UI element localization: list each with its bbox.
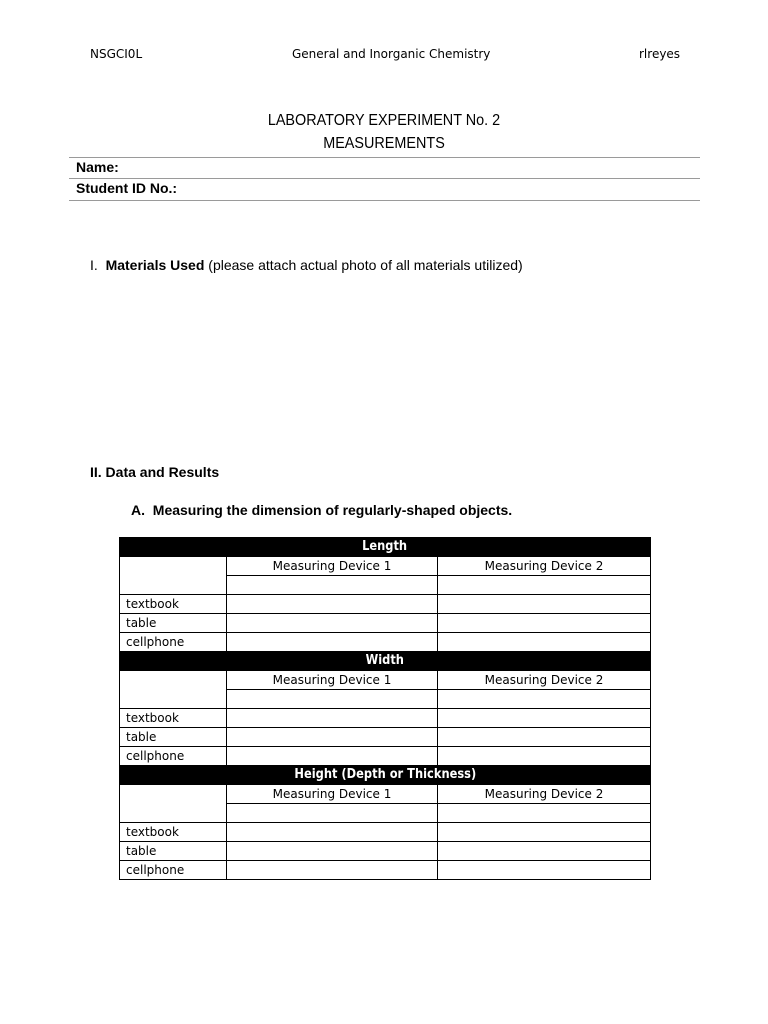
divider-top — [69, 157, 700, 158]
table-row — [120, 728, 651, 747]
divider-bottom — [69, 200, 700, 201]
device-2-units-cell[interactable] — [438, 576, 651, 595]
device-1-units-cell[interactable] — [227, 576, 438, 595]
device-2-value-cell[interactable] — [438, 823, 651, 842]
device-1-value-cell[interactable] — [227, 747, 438, 766]
table-units-row — [120, 690, 651, 709]
device-1-value-cell[interactable] — [227, 728, 438, 747]
table-device-header-row — [120, 785, 651, 804]
device-1-value-cell[interactable] — [227, 614, 438, 633]
header-author: rlreyes — [639, 47, 681, 61]
device-1-value-cell[interactable] — [227, 595, 438, 614]
table-row — [120, 823, 651, 842]
device-2-value-cell[interactable] — [438, 861, 651, 880]
device-2-value-cell[interactable] — [438, 728, 651, 747]
device-2-value-cell[interactable] — [438, 842, 651, 861]
device-2-value-cell[interactable] — [438, 709, 651, 728]
section-materials-note: (please attach actual photo of all materials utilized) — [208, 257, 523, 273]
device-1-value-cell[interactable] — [227, 823, 438, 842]
header-course-name: General and Inorganic Chemistry — [292, 47, 491, 61]
header-course-code: NSGCI0L — [90, 47, 143, 61]
table-corner-cell — [120, 804, 227, 823]
device-1-header: Measuring Device 1 — [227, 785, 438, 804]
measurement-table — [119, 537, 651, 880]
object-label: table — [120, 842, 227, 861]
subsection-a — [131, 502, 512, 518]
device-2-value-cell[interactable] — [438, 614, 651, 633]
table-row — [120, 633, 651, 652]
table-corner-cell — [120, 785, 227, 804]
page-subtitle: MEASUREMENTS — [323, 135, 445, 152]
table-units-row — [120, 804, 651, 823]
subsection-a-letter: A. — [131, 502, 145, 518]
name-label: Name: — [76, 159, 119, 175]
table-band-label: Length — [362, 539, 408, 554]
table-row — [120, 614, 651, 633]
device-2-header: Measuring Device 2 — [438, 557, 651, 576]
device-1-units-cell[interactable] — [227, 804, 438, 823]
table-corner-cell — [120, 690, 227, 709]
object-label: table — [120, 614, 227, 633]
section-data-results-heading: II. Data and Results — [90, 464, 220, 480]
section-materials — [90, 257, 523, 273]
table-row — [120, 747, 651, 766]
device-1-header: Measuring Device 1 — [227, 557, 438, 576]
subsection-a-text: Measuring the dimension of regularly-shaped objects. — [152, 502, 513, 518]
section-materials-numeral: I. — [90, 257, 98, 273]
table-device-header-row — [120, 671, 651, 690]
device-2-value-cell[interactable] — [438, 747, 651, 766]
device-1-value-cell[interactable] — [227, 709, 438, 728]
table-band-title — [120, 766, 651, 785]
divider-middle — [69, 178, 700, 179]
object-label: textbook — [120, 709, 227, 728]
device-2-header: Measuring Device 2 — [438, 671, 651, 690]
table-row — [120, 842, 651, 861]
device-2-value-cell[interactable] — [438, 633, 651, 652]
object-label: textbook — [120, 595, 227, 614]
table-band-length — [120, 538, 651, 557]
table-band-width — [120, 652, 651, 671]
table-corner-cell — [120, 557, 227, 576]
table-band-label: Height (Depth or Thickness) — [294, 767, 476, 782]
table-row — [120, 861, 651, 880]
table-corner-cell — [120, 576, 227, 595]
device-1-value-cell[interactable] — [227, 842, 438, 861]
table-band-title — [120, 652, 651, 671]
device-2-units-cell[interactable] — [438, 690, 651, 709]
device-1-value-cell[interactable] — [227, 861, 438, 880]
device-1-units-cell[interactable] — [227, 690, 438, 709]
device-1-value-cell[interactable] — [227, 633, 438, 652]
object-label: cellphone — [120, 861, 227, 880]
table-device-header-row — [120, 557, 651, 576]
table-corner-cell — [120, 671, 227, 690]
device-2-header: Measuring Device 2 — [438, 785, 651, 804]
object-label: table — [120, 728, 227, 747]
device-2-value-cell[interactable] — [438, 595, 651, 614]
table-band-label: Width — [365, 653, 405, 668]
object-label: cellphone — [120, 747, 227, 766]
device-2-units-cell[interactable] — [438, 804, 651, 823]
table-units-row — [120, 576, 651, 595]
section-materials-heading: Materials Used — [105, 257, 205, 273]
page-title: LABORATORY EXPERIMENT No. 2 — [267, 112, 501, 129]
object-label: cellphone — [120, 633, 227, 652]
object-label: textbook — [120, 823, 227, 842]
student-id-label: Student ID No.: — [76, 180, 178, 196]
table-row — [120, 709, 651, 728]
table-band-height — [120, 766, 651, 785]
table-row — [120, 595, 651, 614]
table-band-title — [120, 538, 651, 557]
device-1-header: Measuring Device 1 — [227, 671, 438, 690]
